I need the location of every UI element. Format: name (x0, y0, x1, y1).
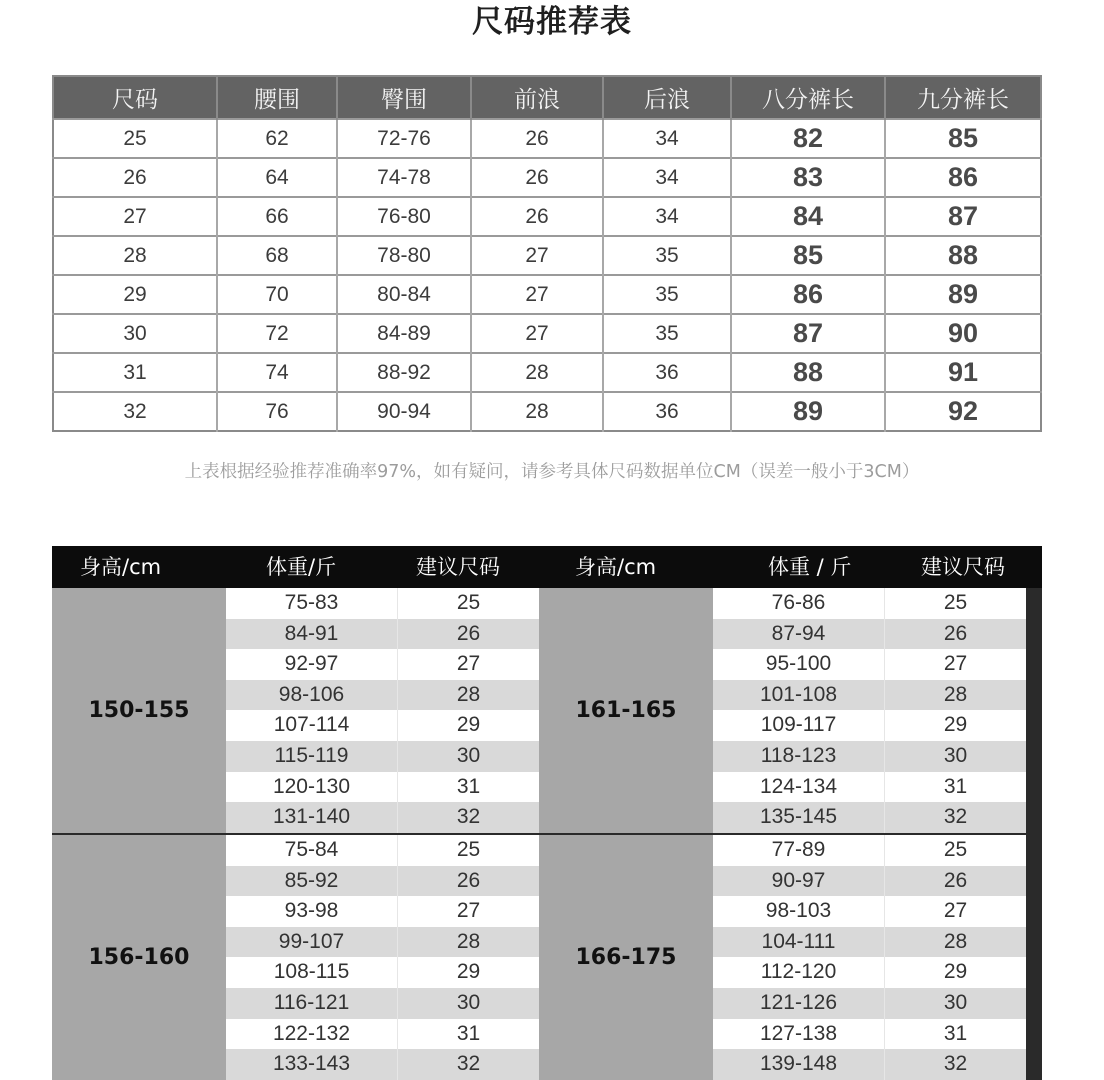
weight-size-list (226, 835, 539, 1080)
cell-ankle-length: 87 (885, 197, 1041, 236)
weight-size-row (226, 927, 539, 958)
cell-front-rise: 28 (471, 353, 603, 392)
height-group (539, 835, 1026, 1080)
cell-cropped-length: 82 (731, 119, 885, 158)
cell-waist: 72 (217, 314, 337, 353)
weight-size-row (713, 1049, 1026, 1080)
suggested-size: 28 (943, 682, 968, 706)
cell-cropped-length: 87 (731, 314, 885, 353)
weight-size-row (713, 866, 1026, 897)
size-table-row (53, 197, 1041, 236)
suggested-size: 25 (456, 591, 481, 614)
height-weight-header (52, 546, 1042, 588)
cell-front-rise: 27 (471, 275, 603, 314)
cell-size: 28 (53, 236, 217, 275)
cell-cropped-length: 89 (731, 392, 885, 431)
suggested-size: 29 (456, 713, 481, 737)
weight-range: 116-121 (226, 988, 398, 1019)
height-range: 166-175 (539, 835, 713, 1080)
size-table-header-row (53, 76, 1041, 119)
height-range: 156-160 (52, 835, 226, 1080)
suggested-size: 29 (943, 713, 968, 737)
cell-waist: 76 (217, 392, 337, 431)
header-weight-right: 体重 / 斤 (768, 555, 852, 579)
weight-range: 95-100 (713, 649, 885, 680)
size-table-row (53, 158, 1041, 197)
suggested-size: 26 (943, 621, 968, 645)
weight-size-row (226, 588, 539, 619)
height-range: 161-165 (539, 588, 713, 833)
accuracy-note: 上表根据经验推荐准确率97%，如有疑问，请参考具体尺码数据单位CM（误差一般小于3CM） (184, 462, 920, 482)
cell-hip: 88-92 (337, 353, 471, 392)
weight-size-row (226, 957, 539, 988)
size-table-row (53, 236, 1041, 275)
cell-back-rise: 36 (603, 392, 731, 431)
weight-size-row (713, 896, 1026, 927)
suggested-size: 26 (943, 868, 968, 892)
cell-hip: 90-94 (337, 392, 471, 431)
size-table (52, 75, 1042, 432)
suggested-size: 30 (943, 990, 968, 1014)
cell-back-rise: 35 (603, 236, 731, 275)
weight-range: 75-83 (226, 588, 398, 619)
suggested-size: 31 (943, 1021, 968, 1045)
suggested-size: 31 (456, 774, 481, 798)
cell-hip: 74-78 (337, 158, 471, 197)
weight-range: 109-117 (713, 710, 885, 741)
weight-range: 120-130 (226, 772, 398, 803)
weight-range: 98-103 (713, 896, 885, 927)
weight-size-row (713, 588, 1026, 619)
weight-size-row (713, 802, 1026, 833)
cell-front-rise: 26 (471, 197, 603, 236)
cell-ankle-length: 90 (885, 314, 1041, 353)
weight-range: 122-132 (226, 1019, 398, 1050)
weight-range: 124-134 (713, 772, 885, 803)
weight-size-row (226, 802, 539, 833)
weight-range: 76-86 (713, 588, 885, 619)
cell-back-rise: 34 (603, 197, 731, 236)
size-table-row (53, 119, 1041, 158)
cell-hip: 78-80 (337, 236, 471, 275)
cell-ankle-length: 86 (885, 158, 1041, 197)
weight-size-row (226, 619, 539, 650)
cell-front-rise: 26 (471, 119, 603, 158)
suggested-size: 27 (943, 899, 968, 923)
suggested-size: 25 (943, 838, 968, 861)
cell-waist: 64 (217, 158, 337, 197)
cell-waist: 66 (217, 197, 337, 236)
weight-size-row (713, 680, 1026, 711)
weight-size-row (713, 835, 1026, 866)
header-suggested-size-right: 建议尺码 (921, 555, 1005, 579)
weight-size-row (226, 680, 539, 711)
suggested-size: 26 (456, 621, 481, 645)
cell-waist: 74 (217, 353, 337, 392)
suggested-size: 25 (456, 838, 481, 861)
weight-range: 127-138 (713, 1019, 885, 1050)
weight-size-list (713, 835, 1026, 1080)
size-table-row (53, 353, 1041, 392)
height-weight-body (52, 588, 1042, 1080)
suggested-size: 31 (456, 1021, 481, 1045)
cell-ankle-length: 85 (885, 119, 1041, 158)
suggested-size: 27 (456, 899, 481, 923)
size-table-row (53, 392, 1041, 431)
suggested-size: 28 (943, 929, 968, 953)
weight-range: 118-123 (713, 741, 885, 772)
cell-size: 32 (53, 392, 217, 431)
cell-size: 27 (53, 197, 217, 236)
height-group (52, 588, 539, 833)
header-suggested-size-left: 建议尺码 (416, 555, 500, 579)
weight-range: 92-97 (226, 649, 398, 680)
weight-range: 99-107 (226, 927, 398, 958)
suggested-size: 25 (943, 591, 968, 614)
weight-size-row (226, 896, 539, 927)
cell-size: 29 (53, 275, 217, 314)
weight-range: 75-84 (226, 835, 398, 866)
cell-cropped-length: 86 (731, 275, 885, 314)
weight-range: 133-143 (226, 1049, 398, 1080)
weight-size-list (226, 588, 539, 833)
weight-range: 108-115 (226, 957, 398, 988)
cell-hip: 84-89 (337, 314, 471, 353)
cell-ankle-length: 91 (885, 353, 1041, 392)
weight-range: 135-145 (713, 802, 885, 833)
weight-size-row (713, 957, 1026, 988)
height-group (539, 588, 1026, 833)
header-back-rise: 后浪 (603, 76, 731, 119)
weight-size-row (226, 1049, 539, 1080)
cell-cropped-length: 85 (731, 236, 885, 275)
header-weight-left: 体重/斤 (266, 555, 337, 579)
weight-range: 104-111 (713, 927, 885, 958)
weight-size-row (226, 835, 539, 866)
cell-hip: 80-84 (337, 275, 471, 314)
cell-back-rise: 36 (603, 353, 731, 392)
weight-size-row (713, 741, 1026, 772)
header-hip: 臀围 (337, 76, 471, 119)
cell-cropped-length: 84 (731, 197, 885, 236)
header-height-left: 身高/cm (80, 555, 162, 579)
weight-range: 98-106 (226, 680, 398, 711)
suggested-size: 32 (456, 805, 481, 829)
header-cropped-length: 八分裤长 (731, 76, 885, 119)
height-range: 150-155 (52, 588, 226, 833)
weight-range: 85-92 (226, 866, 398, 897)
height-group (52, 835, 539, 1080)
suggested-size: 31 (943, 774, 968, 798)
weight-range: 87-94 (713, 619, 885, 650)
weight-range: 107-114 (226, 710, 398, 741)
header-front-rise: 前浪 (471, 76, 603, 119)
weight-size-row (226, 772, 539, 803)
suggested-size: 28 (456, 929, 481, 953)
cell-hip: 72-76 (337, 119, 471, 158)
weight-size-row (226, 1019, 539, 1050)
suggested-size: 32 (456, 1052, 481, 1076)
weight-range: 77-89 (713, 835, 885, 866)
cell-back-rise: 35 (603, 275, 731, 314)
weight-size-row (713, 772, 1026, 803)
weight-size-row (226, 741, 539, 772)
cell-ankle-length: 89 (885, 275, 1041, 314)
cell-front-rise: 28 (471, 392, 603, 431)
cell-size: 30 (53, 314, 217, 353)
weight-size-row (226, 710, 539, 741)
weight-range: 121-126 (713, 988, 885, 1019)
cell-front-rise: 27 (471, 314, 603, 353)
suggested-size: 32 (943, 1052, 968, 1076)
cell-waist: 70 (217, 275, 337, 314)
suggested-size: 32 (943, 805, 968, 829)
weight-size-row (226, 988, 539, 1019)
weight-range: 115-119 (226, 741, 398, 772)
cell-waist: 68 (217, 236, 337, 275)
suggested-size: 30 (943, 743, 968, 767)
weight-range: 112-120 (713, 957, 885, 988)
weight-range: 131-140 (226, 802, 398, 833)
header-size: 尺码 (53, 76, 217, 119)
cell-back-rise: 34 (603, 119, 731, 158)
size-table-row (53, 275, 1041, 314)
suggested-size: 28 (456, 682, 481, 706)
header-ankle-length: 九分裤长 (885, 76, 1041, 119)
cell-cropped-length: 83 (731, 158, 885, 197)
weight-range: 101-108 (713, 680, 885, 711)
weight-size-row (226, 649, 539, 680)
cell-back-rise: 35 (603, 314, 731, 353)
cell-size: 31 (53, 353, 217, 392)
cell-front-rise: 27 (471, 236, 603, 275)
page-title: 尺码推荐表 (472, 4, 632, 40)
weight-size-row (713, 649, 1026, 680)
cell-front-rise: 26 (471, 158, 603, 197)
weight-size-row (713, 710, 1026, 741)
cell-ankle-length: 92 (885, 392, 1041, 431)
suggested-size: 29 (456, 960, 481, 984)
height-weight-chart (52, 546, 1042, 1080)
suggested-size: 27 (943, 652, 968, 676)
weight-range: 90-97 (713, 866, 885, 897)
suggested-size: 29 (943, 960, 968, 984)
weight-range: 84-91 (226, 619, 398, 650)
weight-size-row (713, 1019, 1026, 1050)
cell-size: 26 (53, 158, 217, 197)
cell-ankle-length: 88 (885, 236, 1041, 275)
cell-size: 25 (53, 119, 217, 158)
weight-range: 93-98 (226, 896, 398, 927)
suggested-size: 30 (456, 990, 481, 1014)
header-height-right: 身高/cm (575, 555, 657, 579)
cell-cropped-length: 88 (731, 353, 885, 392)
weight-size-list (713, 588, 1026, 833)
weight-range: 139-148 (713, 1049, 885, 1080)
cell-back-rise: 34 (603, 158, 731, 197)
weight-size-row (713, 619, 1026, 650)
weight-size-row (713, 927, 1026, 958)
size-table-row (53, 314, 1041, 353)
header-waist: 腰围 (217, 76, 337, 119)
weight-size-row (713, 988, 1026, 1019)
cell-waist: 62 (217, 119, 337, 158)
suggested-size: 30 (456, 743, 481, 767)
suggested-size: 26 (456, 868, 481, 892)
size-table-body (53, 119, 1041, 431)
weight-size-row (226, 866, 539, 897)
suggested-size: 27 (456, 652, 481, 676)
cell-hip: 76-80 (337, 197, 471, 236)
